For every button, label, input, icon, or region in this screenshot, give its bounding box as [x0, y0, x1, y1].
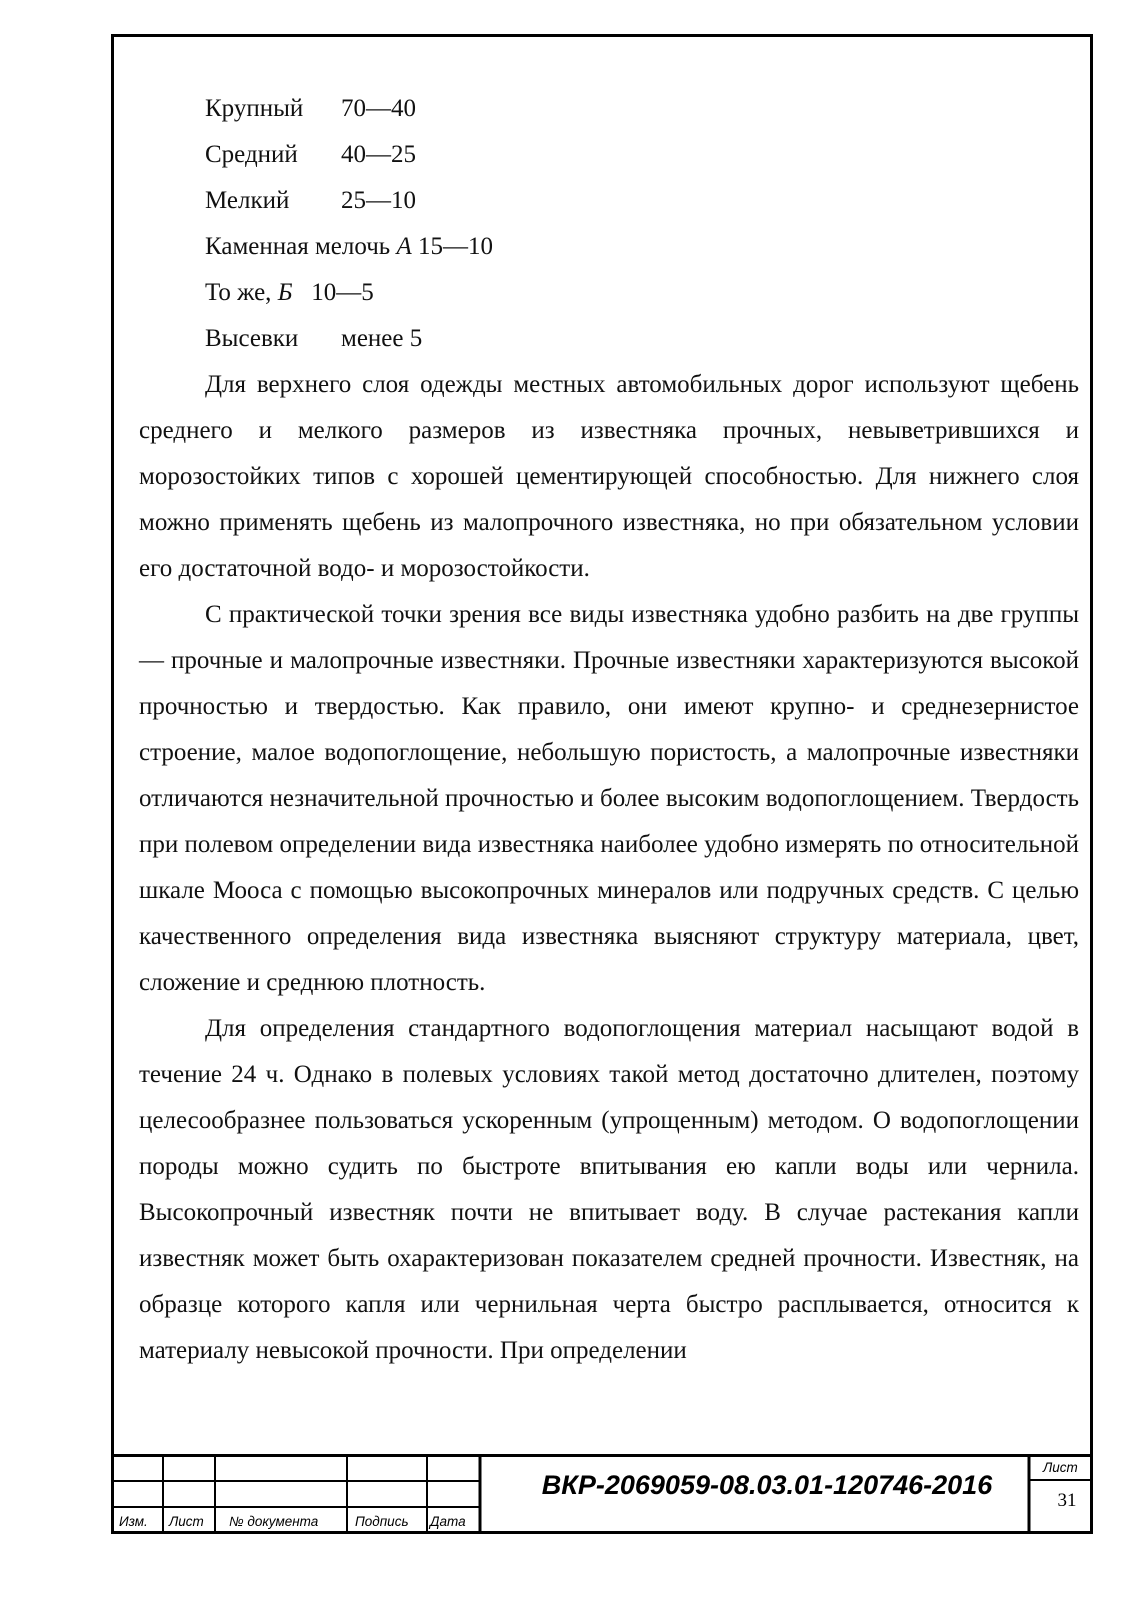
stamp-col-izm: Изм.: [119, 1514, 148, 1529]
stamp-col-doc: № документа: [229, 1514, 319, 1529]
fraction-name: То же,: [205, 279, 272, 306]
fraction-grade: Б: [277, 279, 293, 306]
document-code: ВКР-2069059-08.03.01-120746-2016: [541, 1470, 993, 1500]
fraction-name: Высевки: [205, 325, 299, 352]
stamp-col-sign: Подпись: [355, 1514, 409, 1529]
fraction-size: 10—5: [311, 279, 374, 306]
fraction-size: менее 5: [341, 325, 423, 352]
fraction-row: [205, 178, 1079, 224]
sheet-number: 31: [1057, 1490, 1077, 1511]
fraction-size: 25—10: [341, 187, 416, 214]
title-block: [111, 1454, 1093, 1534]
fraction-size: 15—10: [417, 233, 493, 260]
fraction-row: [205, 132, 1079, 178]
paragraph: Для верхнего слоя одежды местных автомобильных дорог используют щебень среднего и мелкого размеров из известняка прочных, невыветрившихся и морозостойких типов с хорошей цементирующей способностью. Для нижнего слоя можно применять щебень из малопрочного известняка, но при обязательном условии его достаточной водо- и морозостойкости.: [139, 371, 1079, 582]
fraction-row: [205, 316, 1079, 362]
stamp-col-list: Лист: [169, 1514, 204, 1529]
fraction-name: Мелкий: [205, 187, 290, 214]
fraction-name: Крупный: [205, 95, 304, 122]
fraction-name: Каменная мелочь: [205, 233, 391, 260]
stamp-col-date: Дата: [430, 1514, 466, 1529]
fraction-grade: А: [396, 233, 412, 260]
fraction-row: [205, 86, 1079, 132]
paragraph: С практической точки зрения все виды известняка удобно разбить на две группы — прочные и малопрочные известняки. Прочные известняки характеризуются высокой прочностью и твердостью. Как правило, они имеют крупно- и среднезернистое строение, малое водопоглощение, небольшую пористость, а малопрочные известняки отличаются незначительной прочностью и более высоким водопоглощением. Твердость при полевом определении вида известняка наиболее удобно измерять по относительной шкале Мооса с помощью высокопрочных минералов или подручных средств. С целью качественного определения вида известняка выясняют структуру материала, цвет, сложение и среднюю плотность.: [139, 601, 1079, 996]
fraction-name: Средний: [205, 141, 298, 168]
fraction-size: 40—25: [341, 141, 416, 168]
document-body: [139, 86, 1079, 1374]
stamp-sheet-label: Лист: [1043, 1460, 1078, 1475]
fraction-size: 70—40: [341, 95, 416, 122]
fraction-row: [205, 224, 1079, 270]
fraction-row: [205, 270, 1079, 316]
paragraph: Для определения стандартного водопоглощения материал насыщают водой в течение 24 ч. Однако в полевых условиях такой метод достаточно длителен, поэтому целесообразнее пользоваться ускоренным (упрощенным) методом. О водопоглощении породы можно судить по быстроте впитывания ею капли воды или чернила. Высокопрочный известняк почти не впитывает воду. В случае растекания капли известняк может быть охарактеризован показателем средней прочности. Известняк, на образце которого капля или чернильная черта быстро расплывается, относится к материалу невысокой прочности. При определении: [139, 1015, 1079, 1364]
